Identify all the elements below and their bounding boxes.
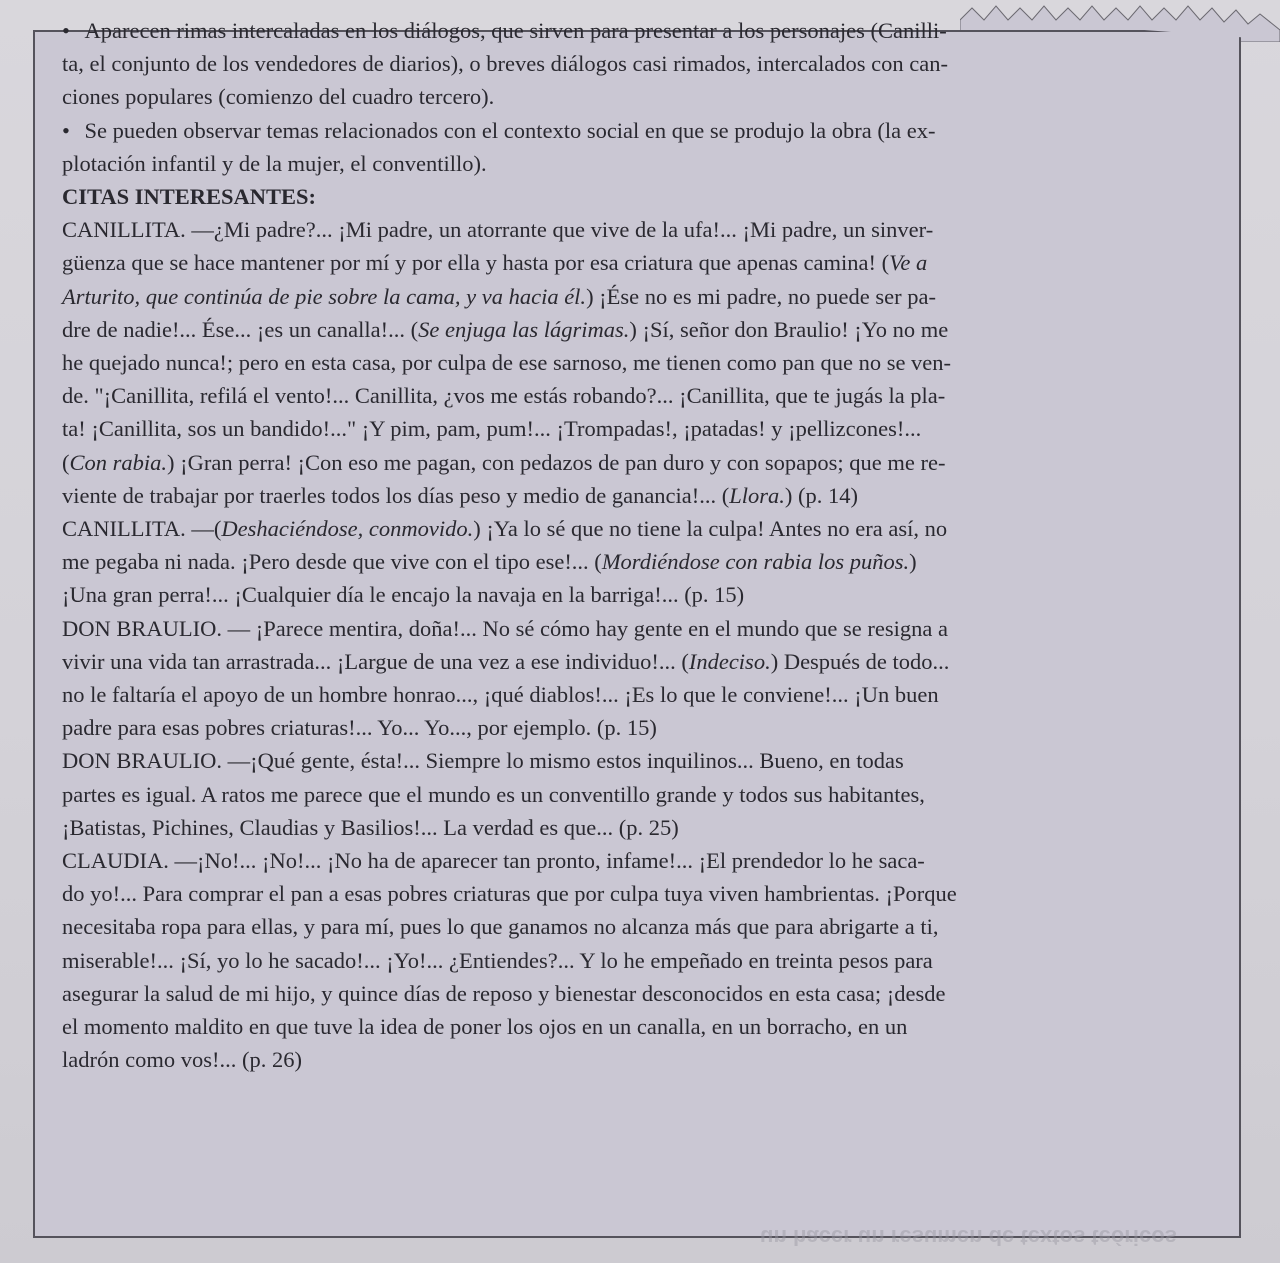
bullet-dot-icon: • bbox=[62, 117, 70, 143]
section-heading: CITAS INTERESANTES: bbox=[62, 184, 317, 210]
quote-block: CLAUDIA. —¡No!... ¡No!... ¡No ha de aparecer tan pronto, infame!... ¡El prendedor lo he saca- do yo!... Para comprar el pan a esas pobres criaturas que por culpa tuya viven hambrientas. ¡Porque necesitaba ropa para ellas, y para mí, pues lo que ganamos no alcanza más que para abrigarte a ti, miserable!... ¡Sí, yo lo he sacado!... ¡Yo!... ¿Entiendes?... Y lo he empeñado en treinta pesos para asegurar la salud de mi hijo, y quince días de reposo y bienestar desconocidos en esta casa; ¡desde el momento maldito en que tuve la idea de poner los ojos en un canalla, en un borracho, en un ladrón como vos!... (p. 26) bbox=[62, 848, 957, 1073]
bullet-item: • Aparecen rimas intercaladas en los diálogos, que sirven para presentar a los personajes (Canilli- ta, el conjunto de los vendedores de diarios), o breves diálogos casi rimados, intercalados con can- ciones populares (comienzo del cuadro tercero). bbox=[62, 14, 1224, 114]
bleed-through-text: un hacer un resumen de textos teóricos bbox=[760, 1225, 1177, 1250]
content-text bbox=[62, 14, 1224, 1077]
quote-block: CANILLITA. —¿Mi padre?... ¡Mi padre, un atorrante que vive de la ufa!... ¡Mi padre, un sinver- güenza que se hace mantener por mí y por ella y hasta por esa criatura que apenas camina! (Ve a Arturito, que continúa de pie sobre la cama, y va hacia él.) ¡Ése no es mi padre, no puede ser pa- dre de nadie!... Ése... ¡es un canalla!... (Se enjuga las lágrimas.) ¡Sí, señor don Braulio! ¡Yo no me he quejado nunca!; pero en esta casa, por culpa de ese sarnoso, me tienen como pan que no se ven- de. "¡Canillita, refilá el vento!... Canillita, ¿vos me estás robando?... ¡Canillita, que te jugás la pla- ta! ¡Canillita, sos un bandido!..." ¡Y pim, pam, pum!... ¡Trompadas!, ¡patadas! y ¡pellizcones!... (Con rabia.) ¡Gran perra! ¡Con eso me pagan, con pedazos de pan duro y con sopapos; que me re- viente de trabajar por traerles todos los días peso y medio de ganancia!... (Llora.) (p. 14) bbox=[62, 217, 952, 508]
bullet-dot-icon: • bbox=[62, 18, 70, 43]
quote-block: DON BRAULIO. — ¡Parece mentira, doña!... No sé cómo hay gente en el mundo que se resigna a vivir una vida tan arrastrada... ¡Largue de una vez a ese individuo!... (Indeciso.) Después de todo... no le faltaría el apoyo de un hombre honrao..., ¡qué diablos!... ¡Es lo que le conviene!... ¡Un buen padre para esas pobres criaturas!... Yo... Yo..., por ejemplo. (p. 15) bbox=[62, 615, 950, 741]
quote-block: CANILLITA. —(Deshaciéndose, conmovido.) ¡Ya lo sé que no tiene la culpa! Antes no era así, no me pegaba ni nada. ¡Pero desde que vive con el tipo ese!... (Mordiéndose con rabia los puños.) ¡Una gran perra!... ¡Cualquier día le encajo la navaja en la barriga!... (p. 15) bbox=[62, 516, 948, 608]
bullet-item: • Se pueden observar temas relacionados con el contexto social en que se produjo la obra (la ex- plotación infantil y de la mujer, el conventillo). bbox=[62, 114, 1224, 180]
quote-block: DON BRAULIO. —¡Qué gente, ésta!... Siempre lo mismo estos inquilinos... Bueno, en todas partes es igual. A ratos me parece que el mundo es un conventillo grande y todos sus habitantes, ¡Batistas, Pichines, Claudias y Basilios!... La verdad es que... (p. 25) bbox=[62, 748, 925, 840]
